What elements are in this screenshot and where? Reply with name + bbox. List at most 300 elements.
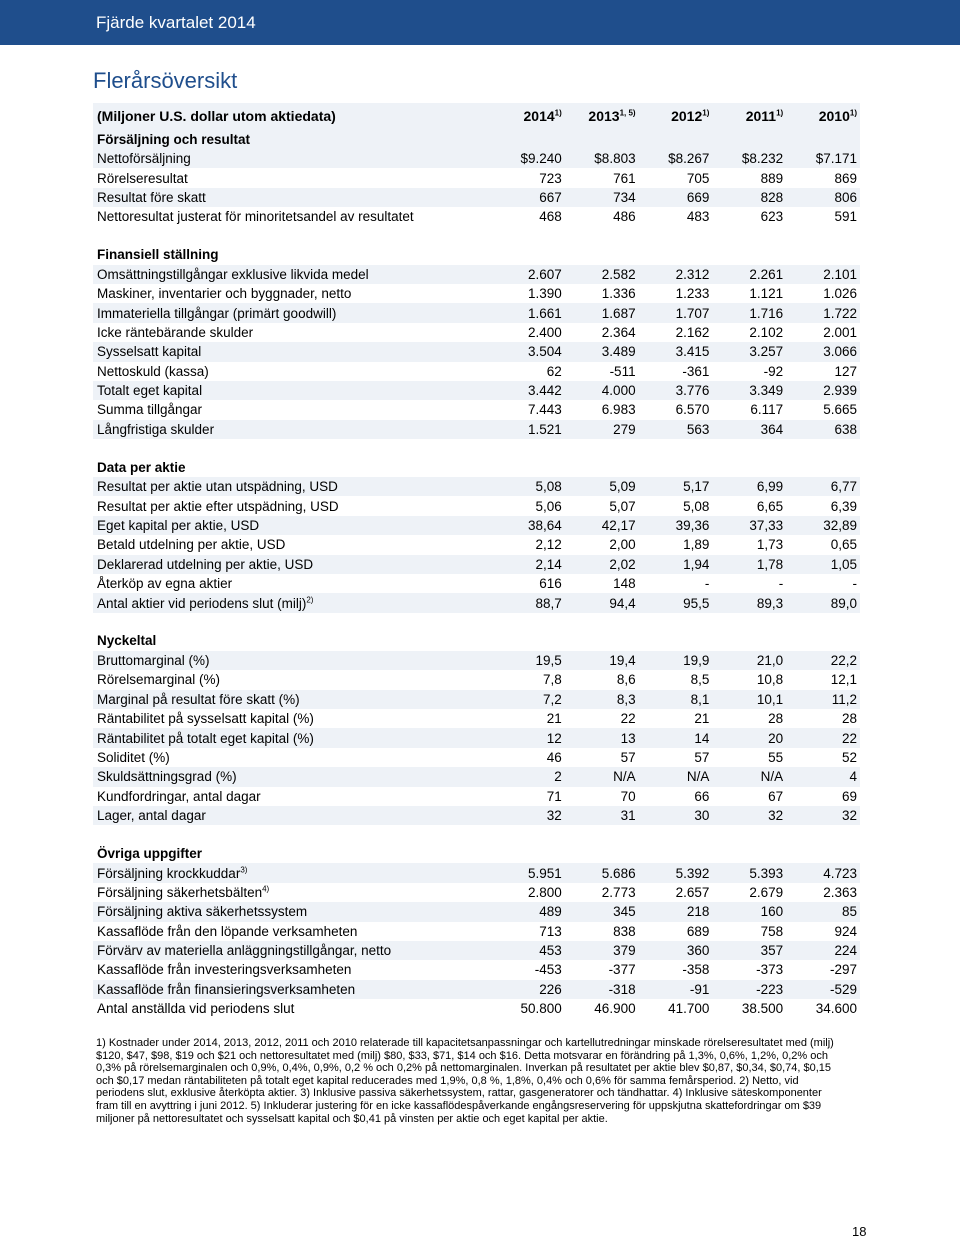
value-cell: -297 — [829, 962, 857, 978]
year-footnote-ref: 1) — [702, 108, 710, 118]
value-cell: - — [778, 576, 784, 592]
spacer-cell — [93, 439, 860, 457]
table-row — [93, 960, 860, 979]
row-label — [93, 902, 491, 921]
row-label — [93, 922, 491, 941]
row-label-text: Förvärv av materiella anläggningstillgångar, netto — [97, 943, 392, 959]
row-label-text: Nettoskuld (kassa) — [97, 363, 209, 379]
row-label — [93, 960, 491, 979]
table-row — [93, 342, 860, 361]
year-label: 2013 — [588, 108, 620, 124]
value-cell: 924 — [834, 923, 857, 939]
value-cell: 22,2 — [786, 651, 860, 670]
row-label — [93, 362, 491, 381]
value-cell: 2.773 — [601, 884, 636, 900]
table-row — [93, 593, 860, 612]
value-cell: 41.700 — [668, 1001, 710, 1017]
value-cell: 563 — [639, 420, 713, 439]
row-label — [93, 535, 491, 554]
value-cell: 3.415 — [639, 342, 713, 361]
value-cell: 11,2 — [786, 690, 860, 709]
row-label-text: Försäljning krockkuddar — [97, 865, 241, 881]
year-label: 2010 — [818, 108, 850, 124]
value-cell: 5,07 — [609, 498, 636, 514]
row-label-text: Resultat per aktie efter utspädning, USD — [97, 498, 339, 514]
value-cell: 224 — [786, 941, 860, 960]
row-label — [93, 787, 491, 806]
value-cell: 57 — [694, 749, 710, 765]
row-label — [93, 168, 491, 187]
value-cell: 667 — [491, 188, 565, 207]
table-row — [93, 709, 860, 728]
row-label — [93, 496, 491, 515]
value-cell: N/A — [712, 767, 786, 786]
value-cell: 1,05 — [786, 555, 860, 574]
section-title: Finansiell ställning — [97, 247, 219, 263]
value-cell: 2.261 — [712, 265, 786, 284]
table-row — [93, 863, 860, 882]
row-label — [93, 420, 491, 439]
value-cell: 6,39 — [830, 498, 857, 514]
section-spacer — [93, 825, 860, 843]
value-cell: 638 — [786, 420, 860, 439]
row-label-text: Antal anställda vid periodens slut — [97, 1001, 295, 1017]
table-row — [93, 574, 860, 593]
row-label — [93, 863, 491, 882]
value-cell: 52 — [841, 749, 857, 765]
value-cell: 21 — [546, 711, 562, 727]
row-label-text: Omsättningstillgångar exklusive likvida medel — [97, 266, 369, 282]
row-label-text: Försäljning aktiva säkerhetssystem — [97, 904, 308, 920]
section-title-row — [93, 843, 860, 863]
value-cell: -453 — [534, 962, 562, 978]
value-cell: 70 — [620, 788, 636, 804]
spacer-cell — [93, 825, 860, 843]
value-cell: -373 — [756, 962, 784, 978]
value-cell: 623 — [760, 209, 784, 225]
row-label-text: Räntabilitet på sysselsatt kapital (%) — [97, 711, 314, 727]
row-label — [93, 381, 491, 400]
value-cell: 19,4 — [565, 651, 639, 670]
value-cell: 2.607 — [491, 265, 565, 284]
value-cell: 19,5 — [491, 651, 565, 670]
table-row — [93, 496, 860, 515]
value-cell: 486 — [613, 209, 636, 225]
value-cell: 21 — [694, 711, 710, 727]
table-row — [93, 980, 860, 999]
value-cell: 160 — [712, 902, 786, 921]
row-label-text: Marginal på resultat före skatt (%) — [97, 691, 300, 707]
value-cell: $8.803 — [565, 149, 639, 168]
row-label-text: Sysselsatt kapital — [97, 344, 202, 360]
table-row — [93, 149, 860, 168]
row-label-text: Skuldsättningsgrad (%) — [97, 769, 237, 785]
row-label-text: Icke räntebärande skulder — [97, 324, 254, 340]
value-cell: 4 — [786, 767, 860, 786]
year-header — [639, 103, 713, 129]
value-cell: 7.443 — [528, 402, 562, 418]
year-label: 2011 — [745, 108, 777, 124]
value-cell: 5,09 — [565, 477, 639, 496]
table-row — [93, 787, 860, 806]
value-cell: 32 — [491, 806, 565, 825]
value-cell: 4.723 — [786, 863, 860, 882]
row-label — [93, 284, 491, 303]
value-cell: 1.026 — [823, 286, 857, 302]
value-cell: 21,0 — [712, 651, 786, 670]
value-cell: -318 — [565, 980, 639, 999]
row-label-text: Summa tillgångar — [97, 402, 203, 418]
value-cell: 1,73 — [756, 537, 784, 553]
row-label — [93, 342, 491, 361]
value-cell: 2,14 — [491, 555, 565, 574]
row-label — [93, 651, 491, 670]
year-header — [712, 103, 786, 129]
row-label — [93, 265, 491, 284]
section-title: Försäljning och resultat — [93, 129, 860, 149]
section-title: Data per aktie — [97, 459, 186, 475]
row-label — [93, 999, 491, 1018]
row-label-text: Maskiner, inventarier och byggnader, netto — [97, 286, 352, 302]
section-spacer — [93, 227, 860, 245]
header-banner — [0, 0, 960, 45]
section-title: Nyckeltal — [97, 633, 157, 649]
table-row — [93, 323, 860, 342]
value-cell: 37,33 — [712, 516, 786, 535]
value-cell: 2.400 — [528, 324, 562, 340]
value-cell: 30 — [639, 806, 713, 825]
value-cell: 1.390 — [528, 286, 562, 302]
row-label — [93, 806, 491, 825]
value-cell: 5,08 — [683, 498, 710, 514]
row-label — [93, 670, 491, 689]
value-cell: 3.066 — [786, 342, 860, 361]
value-cell: 489 — [491, 902, 565, 921]
value-cell: 4.000 — [565, 381, 639, 400]
section-title-row — [93, 457, 860, 477]
value-cell: $7.171 — [786, 149, 860, 168]
row-label — [93, 748, 491, 767]
year-footnote-ref: 1) — [776, 108, 784, 118]
row-label — [93, 303, 491, 322]
row-label-text: Kassaflöde från den löpande verksamheten — [97, 923, 358, 939]
table-row — [93, 806, 860, 825]
row-label — [93, 400, 491, 419]
value-cell: 95,5 — [639, 593, 713, 612]
value-cell: 28 — [841, 711, 857, 727]
value-cell: 1.716 — [712, 303, 786, 322]
table-row — [93, 767, 860, 786]
value-cell: 5.665 — [823, 402, 857, 418]
value-cell: 468 — [539, 209, 562, 225]
section-title-row — [93, 245, 860, 265]
value-cell: - — [704, 576, 710, 592]
spacer-cell — [93, 227, 860, 245]
value-cell: 55 — [768, 749, 784, 765]
table-row — [93, 303, 860, 322]
value-cell: 2.939 — [786, 381, 860, 400]
table-row — [93, 555, 860, 574]
value-cell: 62 — [546, 363, 562, 379]
value-cell: 218 — [639, 902, 713, 921]
value-cell: 3.776 — [639, 381, 713, 400]
value-cell: 1,78 — [712, 555, 786, 574]
value-cell: 5,08 — [491, 477, 565, 496]
value-cell: 806 — [786, 188, 860, 207]
value-cell: 66 — [694, 788, 710, 804]
table-row — [93, 902, 860, 921]
row-label-text: Långfristiga skulder — [97, 421, 215, 437]
report-period-title: Fjärde kvartalet 2014 — [96, 13, 256, 32]
value-cell: 46 — [546, 749, 562, 765]
value-cell: 22 — [620, 711, 636, 727]
value-cell: 32 — [712, 806, 786, 825]
value-cell: 2.363 — [823, 884, 857, 900]
row-label-text: Deklarerad utdelning per aktie, USD — [97, 556, 314, 572]
value-cell: 723 — [539, 170, 562, 186]
row-label — [93, 883, 491, 902]
page-title: Flerårsöversikt — [93, 68, 238, 93]
value-cell: 2.364 — [601, 324, 636, 340]
value-cell: 2.679 — [749, 884, 784, 900]
row-footnote-ref: 3) — [240, 865, 248, 875]
table-row — [93, 748, 860, 767]
value-cell: 1.707 — [639, 303, 713, 322]
value-cell: 364 — [712, 420, 786, 439]
table-row — [93, 516, 860, 535]
row-label — [93, 323, 491, 342]
row-label — [93, 980, 491, 999]
value-cell: 1.121 — [749, 286, 784, 302]
value-cell: 1.687 — [565, 303, 639, 322]
row-label-text: Rörelsemarginal (%) — [97, 672, 221, 688]
value-cell: 38,64 — [491, 516, 565, 535]
row-label-text: Immateriella tillgångar (primärt goodwill) — [97, 305, 337, 321]
value-cell: 6.117 — [750, 402, 784, 418]
section-title: Övriga uppgifter — [97, 845, 203, 861]
value-cell: 689 — [686, 923, 710, 939]
section-spacer — [93, 613, 860, 631]
table-row — [93, 941, 860, 960]
row-label — [93, 728, 491, 747]
value-cell: 89,0 — [786, 593, 860, 612]
value-cell: 616 — [539, 576, 562, 592]
value-cell: 8,1 — [639, 690, 713, 709]
value-cell: - — [852, 576, 857, 592]
value-cell: 94,4 — [565, 593, 639, 612]
value-cell: 1.722 — [786, 303, 860, 322]
value-cell: 1.336 — [601, 286, 636, 302]
row-label — [93, 941, 491, 960]
value-cell: N/A — [639, 767, 713, 786]
value-cell: 5,06 — [535, 498, 562, 514]
table-row — [93, 362, 860, 381]
table-row — [93, 477, 860, 496]
value-cell: 734 — [565, 188, 639, 207]
row-label — [93, 767, 491, 786]
row-label-text: Betald utdelning per aktie, USD — [97, 537, 286, 553]
value-cell: 3.349 — [712, 381, 786, 400]
value-cell: 31 — [565, 806, 639, 825]
value-cell: -511 — [609, 363, 636, 379]
row-label — [93, 149, 491, 168]
value-cell: 5.393 — [712, 863, 786, 882]
row-label — [93, 690, 491, 709]
value-cell: 28 — [768, 711, 784, 727]
value-cell: -529 — [786, 980, 860, 999]
value-cell: 6,65 — [756, 498, 784, 514]
value-cell: 1.521 — [491, 420, 565, 439]
value-cell: 761 — [613, 170, 636, 186]
value-cell: 5.951 — [491, 863, 565, 882]
year-header — [786, 103, 860, 129]
row-label-text: Totalt eget kapital — [97, 383, 203, 399]
table-row — [93, 188, 860, 207]
row-footnote-ref: 4) — [262, 884, 270, 894]
value-cell: 2.101 — [786, 265, 860, 284]
value-cell: 5.686 — [565, 863, 639, 882]
value-cell: 89,3 — [712, 593, 786, 612]
section-spacer — [93, 439, 860, 457]
value-cell: 5,17 — [639, 477, 713, 496]
table-row — [93, 922, 860, 941]
row-label — [93, 188, 491, 207]
value-cell: 2,00 — [609, 537, 636, 553]
row-label — [93, 709, 491, 728]
value-cell: 2.657 — [675, 884, 710, 900]
value-cell: 838 — [613, 923, 636, 939]
value-cell: 591 — [834, 209, 857, 225]
value-cell: 85 — [786, 902, 860, 921]
value-cell: -361 — [682, 363, 710, 379]
row-label-text: Antal aktier vid periodens slut (milj) — [97, 595, 307, 611]
section-title-row — [93, 129, 860, 149]
value-cell: 2 — [491, 767, 565, 786]
value-cell: 5.392 — [639, 863, 713, 882]
value-cell: 889 — [760, 170, 784, 186]
row-label-text: Rörelseresultat — [97, 170, 188, 186]
row-footnote-ref: 2) — [306, 595, 314, 605]
value-cell: 38.500 — [741, 1001, 784, 1017]
year-footnote-ref: 1) — [554, 108, 562, 118]
row-label-text: Kassaflöde från finansieringsverksamheten — [97, 981, 356, 997]
value-cell: 148 — [613, 576, 636, 592]
value-cell: 226 — [491, 980, 565, 999]
value-cell: 2,02 — [565, 555, 639, 574]
value-cell: 453 — [491, 941, 565, 960]
table-row — [93, 284, 860, 303]
value-cell: 483 — [686, 209, 710, 225]
value-cell: 34.600 — [815, 1001, 857, 1017]
year-footnote-ref: 1) — [849, 108, 857, 118]
row-label-text: Soliditet (%) — [97, 749, 170, 765]
value-cell: 8,3 — [565, 690, 639, 709]
row-label-text: Lager, antal dagar — [97, 808, 206, 824]
value-cell: 2.001 — [823, 324, 857, 340]
row-label-text: Räntabilitet på totalt eget kapital (%) — [97, 730, 314, 746]
table-row — [93, 690, 860, 709]
multi-year-overview-table — [93, 103, 860, 1018]
table-row — [93, 381, 860, 400]
row-label-text: Bruttomarginal (%) — [97, 653, 210, 668]
value-cell: 69 — [841, 788, 857, 804]
row-label-text: Nettoförsäljning — [97, 151, 191, 167]
value-cell: -92 — [763, 363, 784, 379]
value-cell: -223 — [712, 980, 786, 999]
value-cell: 42,17 — [565, 516, 639, 535]
value-cell: 279 — [565, 420, 639, 439]
row-label-text: Återköp av egna aktier — [97, 576, 233, 592]
value-cell: 88,7 — [491, 593, 565, 612]
value-cell: 345 — [565, 902, 639, 921]
value-cell: N/A — [565, 767, 639, 786]
value-cell: 713 — [539, 923, 562, 939]
value-cell: 6,77 — [786, 477, 860, 496]
value-cell: 13 — [565, 728, 639, 747]
value-cell: 3.442 — [491, 381, 565, 400]
value-cell: 127 — [834, 363, 857, 379]
page-number: 18 — [852, 1224, 867, 1239]
value-cell: 8,5 — [690, 672, 710, 688]
table-row — [93, 651, 860, 670]
value-cell: 7,8 — [543, 672, 562, 688]
table-row — [93, 420, 860, 439]
table-row — [93, 400, 860, 419]
value-cell: 705 — [686, 170, 710, 186]
value-cell: -377 — [608, 962, 636, 978]
value-cell: 6.570 — [675, 402, 710, 418]
row-label — [93, 207, 491, 226]
value-cell: 12 — [491, 728, 565, 747]
value-cell: 379 — [565, 941, 639, 960]
value-cell: 14 — [639, 728, 713, 747]
value-cell: 7,2 — [491, 690, 565, 709]
value-cell: 1,89 — [683, 537, 710, 553]
table-row — [93, 670, 860, 689]
year-label: 2014 — [523, 108, 555, 124]
row-label-text: Eget kapital per aktie, USD — [97, 518, 260, 534]
value-cell: 6,99 — [712, 477, 786, 496]
table-row — [93, 728, 860, 747]
value-cell: 1.661 — [491, 303, 565, 322]
row-label-text: Nettoresultat justerat för minoritetsandel av resultatet — [97, 209, 414, 225]
value-cell: 2.102 — [749, 324, 784, 340]
value-cell: 32,89 — [786, 516, 860, 535]
table-row — [93, 883, 860, 902]
value-cell: 19,9 — [639, 651, 713, 670]
value-cell: 1,94 — [639, 555, 713, 574]
value-cell: 2.162 — [675, 324, 710, 340]
value-cell: 71 — [546, 788, 562, 804]
value-cell: 2,12 — [535, 537, 562, 553]
value-cell: 360 — [639, 941, 713, 960]
row-label — [93, 516, 491, 535]
value-cell: 46.900 — [594, 1001, 636, 1017]
value-cell: 12,1 — [830, 672, 857, 688]
year-header — [491, 103, 565, 129]
row-label-text: Resultat före skatt — [97, 189, 206, 205]
value-cell: 3.257 — [712, 342, 786, 361]
value-cell: 2.312 — [639, 265, 713, 284]
value-cell: 0,65 — [830, 537, 857, 553]
value-cell: 1.233 — [675, 286, 710, 302]
value-cell: 10,1 — [712, 690, 786, 709]
value-cell: 758 — [760, 923, 784, 939]
value-cell: 8,6 — [616, 672, 636, 688]
value-cell: 39,36 — [639, 516, 713, 535]
value-cell: 32 — [786, 806, 860, 825]
row-label-text: Kundfordringar, antal dagar — [97, 788, 261, 804]
